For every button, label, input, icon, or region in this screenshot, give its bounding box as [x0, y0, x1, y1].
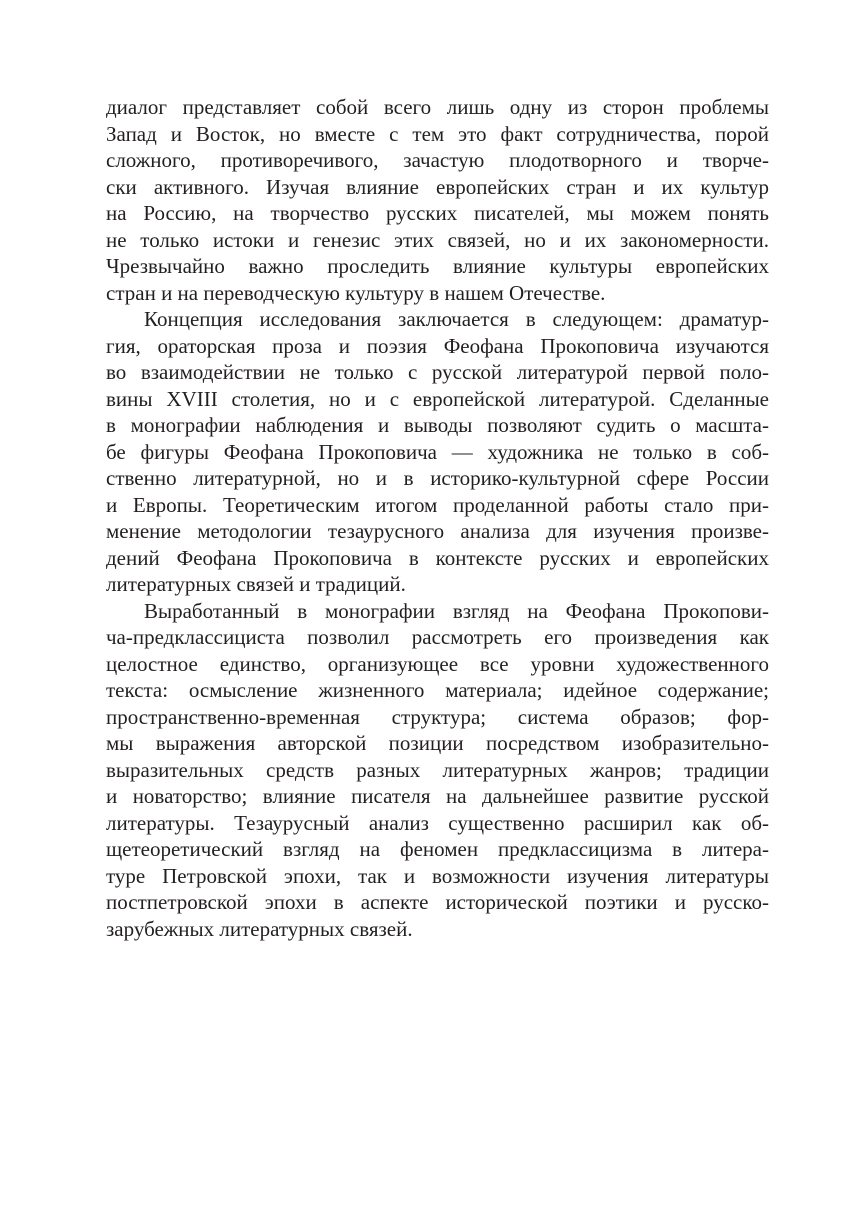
- text-line: дений Феофана Прокоповича в контексте русских и европейских: [106, 545, 769, 570]
- text-line: Концепция исследования заключается в следующем: драматур-: [144, 307, 769, 331]
- text-line: диалог представляет собой всего лишь одну из сторон проблемы: [106, 95, 769, 119]
- text-line: литературы. Тезаурусный анализ существенно расширил как об-: [106, 810, 769, 835]
- page-body: [106, 94, 769, 942]
- text-line: ча-предклассициста позволил рассмотреть его произведения как: [106, 625, 769, 649]
- text-line: литературных связей и традиций.: [106, 572, 406, 596]
- text-line: стран и на переводческую культуру в нашем Отечестве.: [106, 280, 606, 305]
- text-line: бе фигуры Феофана Прокоповича — художника не только в соб-: [106, 439, 769, 464]
- text-line: Выработанный в монографии взгляд на Феофана Прокопови-: [144, 598, 769, 623]
- text-line: в монографии наблюдения и выводы позволяют судить о масшта-: [106, 413, 769, 437]
- text-line: сложного, противоречивого, зачастую плодотворного и творче-: [106, 148, 769, 172]
- text-line: гия, ораторская проза и поэзия Феофана Прокоповича изучаются: [106, 333, 769, 358]
- text-line: щетеоретический взгляд на феномен предклассицизма в литера-: [106, 837, 769, 861]
- text-line: мы выражения авторской позиции посредством изобразительно-: [106, 731, 769, 755]
- text-line: Чрезвычайно важно проследить влияние культуры европейских: [106, 254, 769, 278]
- text-line: целостное единство, организующее все уровни художественного: [106, 651, 769, 676]
- text-line: выразительных средств разных литературных жанров; традиции: [106, 757, 769, 782]
- text-line: вины XVIII столетия, но и с европейской литературой. Сделанные: [106, 386, 769, 411]
- text-line: на Россию, на творчество русских писателей, мы можем понять: [106, 201, 769, 225]
- text-line: пространственно-временная структура; система образов; фор-: [106, 704, 769, 729]
- text-line: не только истоки и генезис этих связей, но и их закономерности.: [106, 227, 769, 252]
- text-line: постпетровской эпохи в аспекте исторической поэтики и русско-: [106, 890, 769, 914]
- text-line: ственно литературной, но и в историко-культурной сфере России: [106, 466, 769, 490]
- text-line: текста: осмысление жизненного материала; идейное содержание;: [106, 678, 769, 702]
- text-line: менение методологии тезаурусного анализа для изучения произве-: [106, 519, 769, 543]
- text-line: Запад и Восток, но вместе с тем это факт сотрудничества, порой: [106, 121, 769, 146]
- text-line: ски активного. Изучая влияние европейских стран и их культур: [106, 174, 769, 199]
- text-line: и Европы. Теоретическим итогом проделанной работы стало при-: [106, 492, 769, 517]
- text-line: туре Петровской эпохи, так и возможности изучения литературы: [106, 863, 769, 888]
- text-line: зарубежных литературных связей.: [106, 916, 413, 941]
- text-line: во взаимодействии не только с русской литературой первой поло-: [106, 360, 769, 384]
- paragraph-2: [106, 306, 769, 598]
- text-line: и новаторство; влияние писателя на дальнейшее развитие русской: [106, 784, 769, 808]
- paragraph-3: [106, 598, 769, 943]
- paragraph-1: [106, 94, 769, 306]
